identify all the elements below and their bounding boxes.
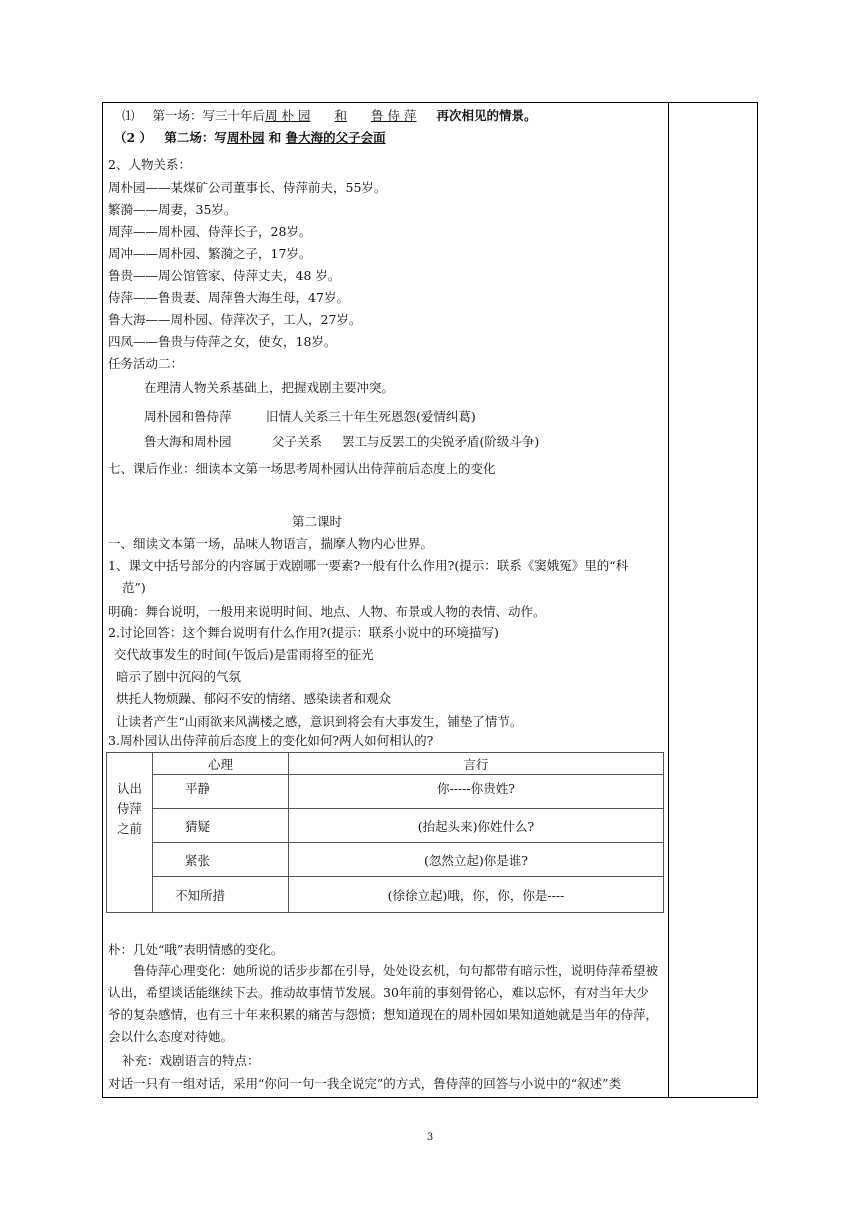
character-line: 侍萍——鲁贵妻、周萍鲁大海生母，47岁。: [108, 290, 349, 305]
character-line: 周朴园——某煤矿公司董事长、侍萍前夫，55岁。: [108, 180, 387, 195]
page-number: 3: [426, 1132, 434, 1143]
words-cell: (忽然立起)你是谁?: [289, 843, 664, 877]
lesson2-item1: 一、细读文本第一场，品味人物语言，揣摩人物内心世界。: [108, 536, 434, 551]
right-column: [668, 102, 758, 1098]
col-header-words: 言行: [289, 753, 664, 775]
mind-cell: 平静: [153, 775, 289, 809]
row-header: 认出侍萍之前: [107, 753, 153, 913]
character-line: 鲁贵——周公馆管家、侍萍丈夫，48 岁。: [108, 268, 341, 283]
conflict-extra: 罢工与反罢工的尖锐矛盾(阶级斗争): [342, 434, 540, 449]
question2: 2.讨论回答：这个舞台说明有什么作用?(提示：联系小说中的环境描写): [108, 625, 499, 640]
conflict-pair: 鲁大海和周朴园: [144, 434, 232, 449]
lesson2-title: 第二课时: [292, 514, 343, 529]
scene2-label: 第二场：写: [164, 130, 227, 145]
conflict-relation: 旧情人关系三十年生死恩怨(爱情纠葛): [266, 409, 476, 424]
mind-cell: 猜疑: [153, 809, 289, 843]
scene1-line: [122, 108, 536, 124]
scene2-prefix: （2 ）: [114, 130, 153, 145]
question1-line1: 1、课文中括号部分的内容属于戏剧哪一要素?一般有什么作用?(提示：联系《窦娥冤》里的“科: [108, 558, 629, 573]
scene1-name1: 周 朴 园: [265, 108, 311, 123]
q2-point: 交代故事发生的时间(午饭后)是雷雨将至的征光: [114, 647, 374, 662]
supplement: 补充：戏剧语言的特点：: [122, 1053, 260, 1068]
mind-cell: 紧张: [153, 843, 289, 877]
words-cell: (抬起头来)你姓什么?: [289, 809, 664, 843]
question1-line2: 范”): [122, 580, 146, 595]
scene2-name1: 周朴园: [226, 130, 265, 145]
question3: 3.周朴园认出侍萍前后态度上的变化如何?两人如何相认的?: [108, 733, 434, 748]
scene1-and: 和: [334, 108, 347, 123]
words-cell: 你-----你贵姓?: [289, 775, 664, 809]
analysis-last: 对话一只有一组对话，采用“你问一句一我全说完”的方式，鲁侍萍的回答与小说中的“叙述”类: [108, 1076, 622, 1091]
characters-heading: 2、人物关系：: [108, 157, 191, 172]
reaction-table: [106, 752, 664, 913]
task2-intro: 在理清人物关系基础上，把握戏剧主要冲突。: [144, 380, 395, 395]
scene1-name2: 鲁 侍 萍: [370, 108, 417, 123]
q2-point: 暗示了剧中沉闷的气氛: [116, 669, 242, 684]
scene1-label: 第一场：写三十年后: [152, 108, 266, 123]
scene2-name2: 鲁大海的父子会面: [285, 130, 386, 145]
q2-point: 让读者产生“山雨欲来风满楼之感，意识到将会有大事发生，铺垫了情节。: [116, 714, 523, 729]
homework: 七、课后作业：细读本文第一场思考周朴园认出侍萍前后态度上的变化: [108, 461, 496, 476]
mind-cell: 不知所措: [153, 877, 289, 913]
character-line: 繁漪——周妻，35岁。: [108, 202, 237, 217]
analysis-paragraph: 鲁侍萍心理变化：她所说的话步步都在引导，处处设玄机，句句都带有暗示性，说明侍萍希望被认出，希望谈话能继续下去。推动故事情节发展。30年前的事刻骨铭心，难以忘怀，有对当年大少爷的复杂感情，也有三十年来积累的痛苦与怨愤；想知道现在的周朴园如果知道她就是当年的侍萍，会以什么态度对待她。: [108, 963, 659, 1044]
col-header-mind: 心理: [153, 753, 289, 775]
character-line: 周萍——周朴园、侍萍长子，28岁。: [108, 224, 312, 239]
scene1-prefix: ⑴: [122, 108, 135, 123]
q2-point: 烘托人物烦躁、郁闷不安的情绪、感染读者和观众: [116, 691, 392, 706]
conflict-relation: 父子关系: [272, 434, 323, 449]
character-line: 鲁大海——周朴园、侍萍次子，工人，27岁。: [108, 312, 362, 327]
scene2-and: 和: [264, 130, 286, 145]
scene1-suffix: 再次相见的情景。: [436, 108, 537, 123]
character-line: 四凤——鲁贵与侍萍之女，使女，18岁。: [108, 334, 337, 349]
conflict-pair: 周朴园和鲁侍萍: [144, 409, 232, 424]
task2-heading: 任务活动二：: [108, 356, 184, 371]
analysis-line1: 朴：几处“哦”表明情感的变化。: [108, 942, 284, 957]
character-line: 周冲——周朴园、繁漪之子，17岁。: [108, 246, 312, 261]
scene2-line: [114, 130, 386, 146]
words-cell: (徐徐立起)哦，你，你，你是----: [289, 877, 664, 913]
answer1: 明确：舞台说明，一般用来说明时间、地点、人物、布景或人物的表情、动作。: [108, 604, 546, 619]
